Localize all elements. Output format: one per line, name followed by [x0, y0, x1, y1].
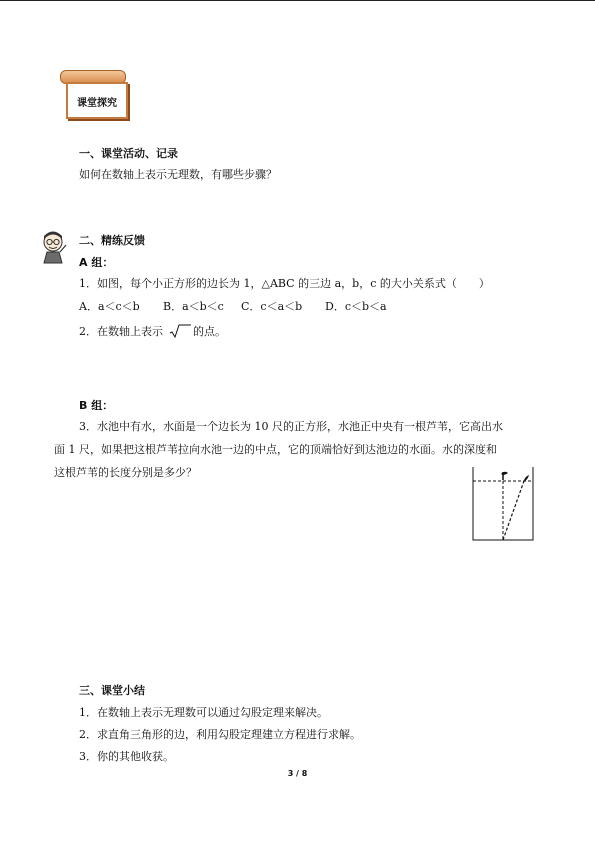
section1-heading: 一、课堂活动、记录 — [79, 147, 178, 160]
group-b-label: B 组： — [79, 399, 114, 412]
page-number: 3 / 8 — [287, 769, 308, 778]
question-1: 1．如图，每个小正方形的边长为 1，△ABC 的三边 a，b，c 的大小关系式（ ） — [79, 277, 490, 290]
question-2-suffix: 的点。 — [193, 325, 226, 338]
question-3-line-1: 3．水池中有水，水面是一个边长为 10 尺的正方形，水池正中央有一根芦苇，它高出水 — [79, 420, 503, 433]
pool-reed-figure — [472, 467, 534, 541]
square-root-sign-icon — [169, 324, 191, 338]
section3-heading: 三、课堂小结 — [79, 684, 145, 697]
summary-item: 2．求直角三角形的边，利用勾股定理建立方程进行求解。 — [79, 728, 361, 741]
question-3-line-3: 这根芦苇的长度分别是多少？ — [54, 466, 197, 479]
summary-item: 1．在数轴上表示无理数可以通过勾股定理来解决。 — [79, 706, 328, 719]
teacher-mascot-icon — [38, 230, 68, 264]
top-rule — [0, 0, 595, 1]
option-d: D．c＜b＜a — [325, 300, 387, 313]
question-2-prefix: 2．在数轴上表示 — [79, 325, 163, 338]
banner-label: 课堂探究 — [77, 98, 117, 109]
option-a: A．a＜c＜b — [79, 300, 140, 313]
section1-question: 如何在数轴上表示无理数，有哪些步骤？ — [79, 168, 277, 181]
group-a-label: A 组： — [79, 256, 114, 269]
question-3-line-2: 面 1 尺，如果把这根芦苇拉向水池一边的中点，它的顶端恰好到达池边的水面。水的深度和 — [54, 443, 497, 456]
option-b: B．a＜b＜c — [163, 300, 224, 313]
summary-item: 3．你的其他收获。 — [79, 750, 174, 763]
section-banner — [56, 70, 128, 120]
option-c: C．c＜a＜b — [241, 300, 303, 313]
section2-heading: 二、精练反馈 — [79, 234, 145, 247]
banner-card — [66, 82, 128, 119]
